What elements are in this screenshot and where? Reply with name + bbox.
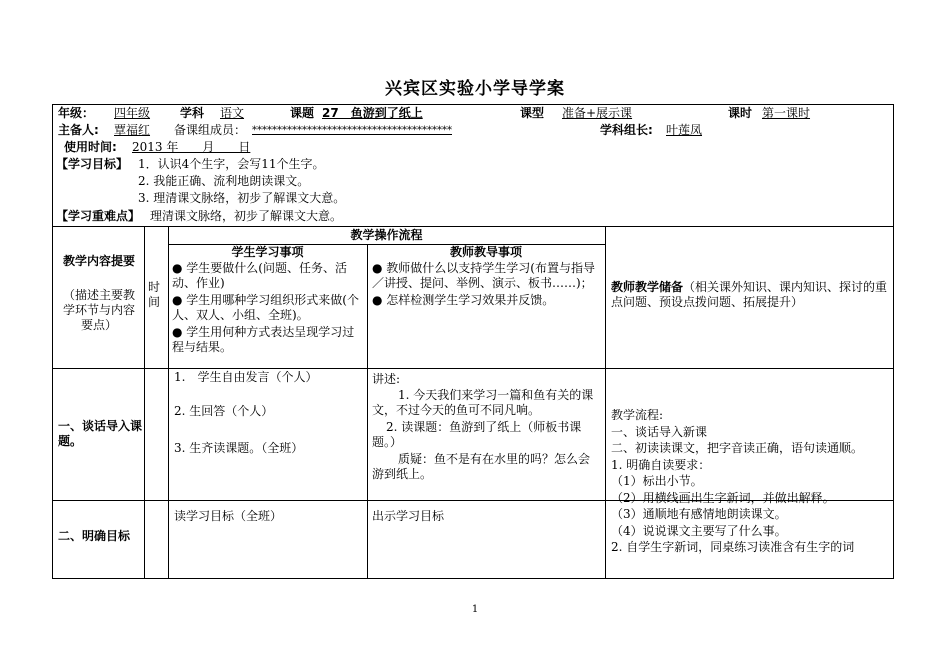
prep-flow-line: 二、初读读课文，把字音读正确，语句读通顺。 [611, 441, 864, 455]
preparer-value: 覃福红 [114, 123, 151, 137]
col-student-item: ● 学生用何种方式表达呈现学习过程与结果。 [172, 325, 355, 354]
flow-title: 教学操作流程 [350, 228, 423, 242]
col-student-list [172, 261, 364, 355]
group-value: **************************************** [252, 125, 452, 136]
type-value: 准备+展示课 [562, 106, 633, 120]
table-border-bottom [52, 578, 894, 579]
col-student-item: ● 学生要做什么(问题、任务、活动、作业) [172, 261, 347, 290]
goal-item: 2. 我能正确、流利地朗读课文。 [138, 174, 310, 188]
goal-item: 3. 理清课文脉络，初步了解课文大意。 [138, 191, 346, 205]
prep-flow-line: （2）用横线画出生字新词，并做出解释。 [611, 490, 835, 505]
student-step: 3. 生齐读课题。（全班） [174, 441, 304, 455]
divider-col-time [168, 226, 169, 579]
lesson-label: 课题 [290, 106, 315, 120]
section-title: 一、谈话导入课题。 [58, 419, 143, 448]
table-border-right [893, 104, 894, 579]
period-label: 课时 [728, 106, 753, 120]
page-number: 1 [471, 604, 479, 615]
page-title: 兴宾区实验小学导学案 [385, 79, 565, 99]
teacher-step: 2. 读课题：鱼游到了纸上（师板书课题。） [372, 420, 582, 449]
head-value: 叶莲凤 [666, 123, 703, 137]
goal-item: 1．认识4个生字，会写11个生字。 [138, 157, 325, 171]
divider-rows [52, 368, 894, 369]
col-prep-title: 教师教学储备 [611, 280, 684, 294]
divider-col-teacher [605, 226, 606, 579]
teacher-label: 讲述: [372, 372, 401, 386]
key-points-label: 【学习重难点】 [56, 209, 141, 223]
date-label: 使用时间: [64, 140, 117, 154]
lesson-value: 27 鱼游到了纸上 [322, 106, 423, 120]
col-teacher-list [372, 261, 600, 308]
grade-value: 四年级 [114, 106, 151, 120]
goals-label: 【学习目标】 [56, 157, 129, 171]
table-border-left [52, 104, 53, 579]
col-student-title: 学生学习事项 [231, 245, 304, 259]
teacher-step: 质疑：鱼不是有在水里的吗？怎么会游到纸上。 [372, 452, 591, 481]
col-content-title: 教学内容提要 [62, 254, 135, 268]
prep-flow-line: （4）说说课文主要写了什么事。 [611, 523, 787, 538]
teacher-step: 出示学习目标 [372, 509, 445, 523]
date-value: 2013 年 月 日 [132, 140, 251, 154]
teacher-step: 1. 今天我们来学习一篇和鱼有关的课文，不过今天的鱼可不同凡响。 [372, 388, 594, 417]
subject-value: 语文 [220, 106, 245, 120]
prep-flow-line: 1. 明确自读要求： [611, 457, 711, 472]
prep-flow-line: （1）标出小节。 [611, 474, 703, 488]
col-teacher-item: ● 教师做什么以支持学生学习(布置与指导／讲授、提问、举例、演示、板书……)； [372, 261, 595, 290]
key-points-text: 理清课文脉络，初步了解课文大意。 [150, 209, 343, 223]
prep-flow-line: （3）通顺地有感情地朗读课文。 [611, 507, 787, 521]
grade-label: 年级： [58, 106, 95, 120]
student-step: 1. 学生自由发言（个人） [174, 370, 318, 384]
divider-header [52, 226, 894, 227]
type-label: 课型 [520, 106, 545, 120]
col-content-note: （描述主要教学环节与内容要点） [62, 288, 135, 332]
table-border-top [52, 104, 894, 105]
head-label: 学科组长: [600, 123, 653, 137]
prep-flow-title: 教学流程: [611, 408, 664, 422]
col-prep-note: （相关课外知识、课内知识、探讨的重点问题、预设点拨问题、拓展提升） [611, 280, 888, 309]
group-label: 备课组成员： [174, 123, 247, 137]
prep-flow-line: 2. 自学生字新词，同桌练习读准含有生字的词 [611, 540, 855, 554]
student-step: 读学习目标（全班） [174, 509, 283, 523]
student-step: 2. 生回答（个人） [174, 404, 274, 418]
divider-col-content [144, 226, 145, 579]
lesson-plan-table [52, 104, 894, 578]
col-time: 时间 [148, 280, 161, 309]
col-prep [611, 280, 889, 310]
prep-flow-line: 一、谈话导入新课 [611, 424, 708, 439]
section-title: 二、明确目标 [58, 529, 131, 543]
col-teacher-title: 教师教导事项 [449, 245, 522, 259]
divider-col-student [367, 244, 368, 579]
col-teacher-item: ● 怎样检测学生学习效果并反馈。 [372, 293, 555, 307]
subject-label: 学科 [180, 106, 205, 120]
period-value: 第一课时 [762, 106, 811, 120]
preparer-label: 主备人: [58, 123, 99, 137]
col-student-item: ● 学生用哪种学习组织形式来做(个人、双人、小组、全班)。 [172, 293, 359, 322]
prep-flow [611, 407, 891, 556]
teacher-steps [372, 388, 600, 482]
